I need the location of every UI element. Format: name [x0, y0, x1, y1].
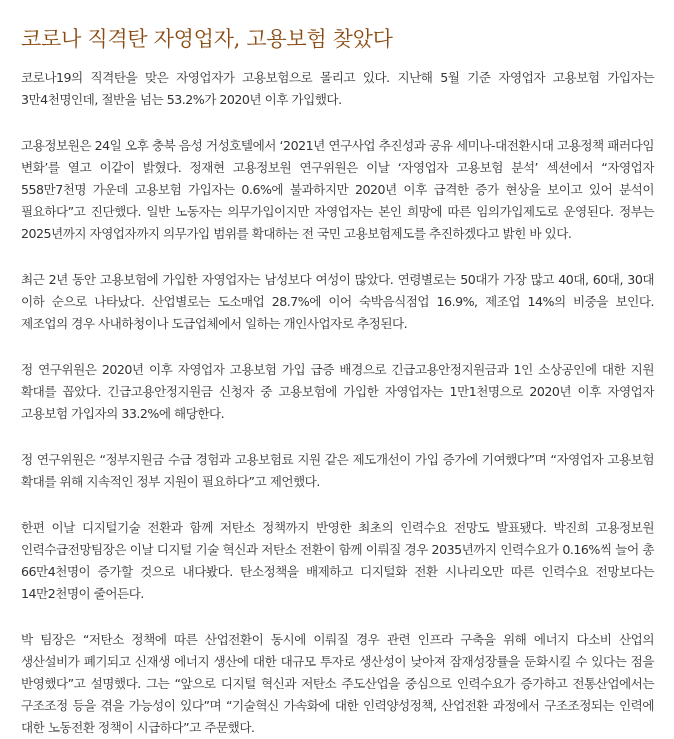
article-paragraph: 정 연구위원은 2020년 이후 자영업자 고용보험 가입 급증 배경으로 긴급고용안정지원금과 1인 소상공인에 대한 지원 확대를 꼽았다. 긴급고용안정지원금 신청자 중 고용보험에 가입한 자영업자는 1만1천명으로 2020년 이후 자영업자 고용보험 가입자의 33.2%에 해당한다. [21, 362, 654, 421]
article-paragraph: 고용정보원은 24일 오후 충북 음성 거성호텔에서 ‘2021년 연구사업 추진성과 공유 세미나-대전환시대 고용정책 패러다임 변화’를 열고 이같이 밝혔다. 정재현 고용정보원 연구위원은 이날 ‘자영업자 고용보험 분석’ 섹션에서 “자영업자 558만7천명 가운데 고용보험 가입자는 0.6%에 불과하지만 2020년 이후 급격한 증가 현상을 보이고 있어 분석이 필요하다”고 진단했다. 일반 노동자는 의무가입이지만 자영업자는 본인 희망에 따른 임의가입제도로 운영된다. 정부는 2025년까지 자영업자까지 의무가입 범위를 확대하는 전 국민 고용보험제도를 추진하겠다고 밝힌 바 있다. [21, 138, 654, 241]
article-paragraph: 정 연구위원은 “정부지원금 수급 경험과 고용보험료 지원 같은 제도개선이 가입 증가에 기여했다”며 “자영업자 고용보험 확대를 위해 지속적인 정부 지원이 필요하다”고 제언했다. [21, 452, 654, 489]
article-paragraph: 코로나19의 직격탄을 맞은 자영업자가 고용보험으로 몰리고 있다. 지난해 5월 기준 자영업자 고용보험 가입자는 3만4천명인데, 절반을 넘는 53.2%가 2020년 이후 가입했다. [21, 70, 654, 107]
article-paragraph: 한편 이날 디지털기술 전환과 함께 저탄소 정책까지 반영한 최초의 인력수요 전망도 발표됐다. 박진희 고용정보원 인력수급전망팀장은 이날 디지털 기술 혁신과 저탄소 전환이 함께 이뤄질 경우 2035년까지 인력수요가 0.16%씩 늘어 총 66만4천명이 증가할 것으로 내다봤다. 탄소정책을 배제하고 디지털화 전환 시나리오만 따른 인력수요 전망보다는 14만2천명이 줄어든다. [21, 520, 654, 601]
article-paragraph: 박 팀장은 “저탄소 정책에 따른 산업전환이 동시에 이뤄질 경우 관련 인프라 구축을 위해 에너지 다소비 산업의 생산설비가 폐기되고 신재생 에너지 생산에 대한 대규모 투자로 생산성이 낮아져 잠재성장률을 둔화시킬 수 있다는 점을 반영했다”고 설명했다. 그는 “앞으로 디지털 혁신과 저탄소 주도산업을 중심으로 인력수요가 증가하고 전통산업에서는 구조조정 등을 겪을 가능성이 있다”며 “기술혁신 가속화에 대한 인력양성정책, 산업전환 과정에서 구조조정되는 인력에 대한 노동전환 정책이 시급하다”고 주문했다. [21, 632, 654, 735]
article-headline: 코로나 직격탄 자영업자, 고용보험 찾았다 [21, 27, 393, 51]
article-body [21, 67, 654, 739]
article-paragraph: 최근 2년 동안 고용보험에 가입한 자영업자는 남성보다 여성이 많았다. 연령별로는 50대가 가장 많고 40대, 60대, 30대 이하 순으로 나타났다. 산업별로는 도소매업 28.7%에 이어 숙박음식점업 16.9%, 제조업 14%의 비중을 보인다. 제조업의 경우 사내하청이나 도급업체에서 일하는 개인사업자로 추정된다. [21, 272, 654, 331]
